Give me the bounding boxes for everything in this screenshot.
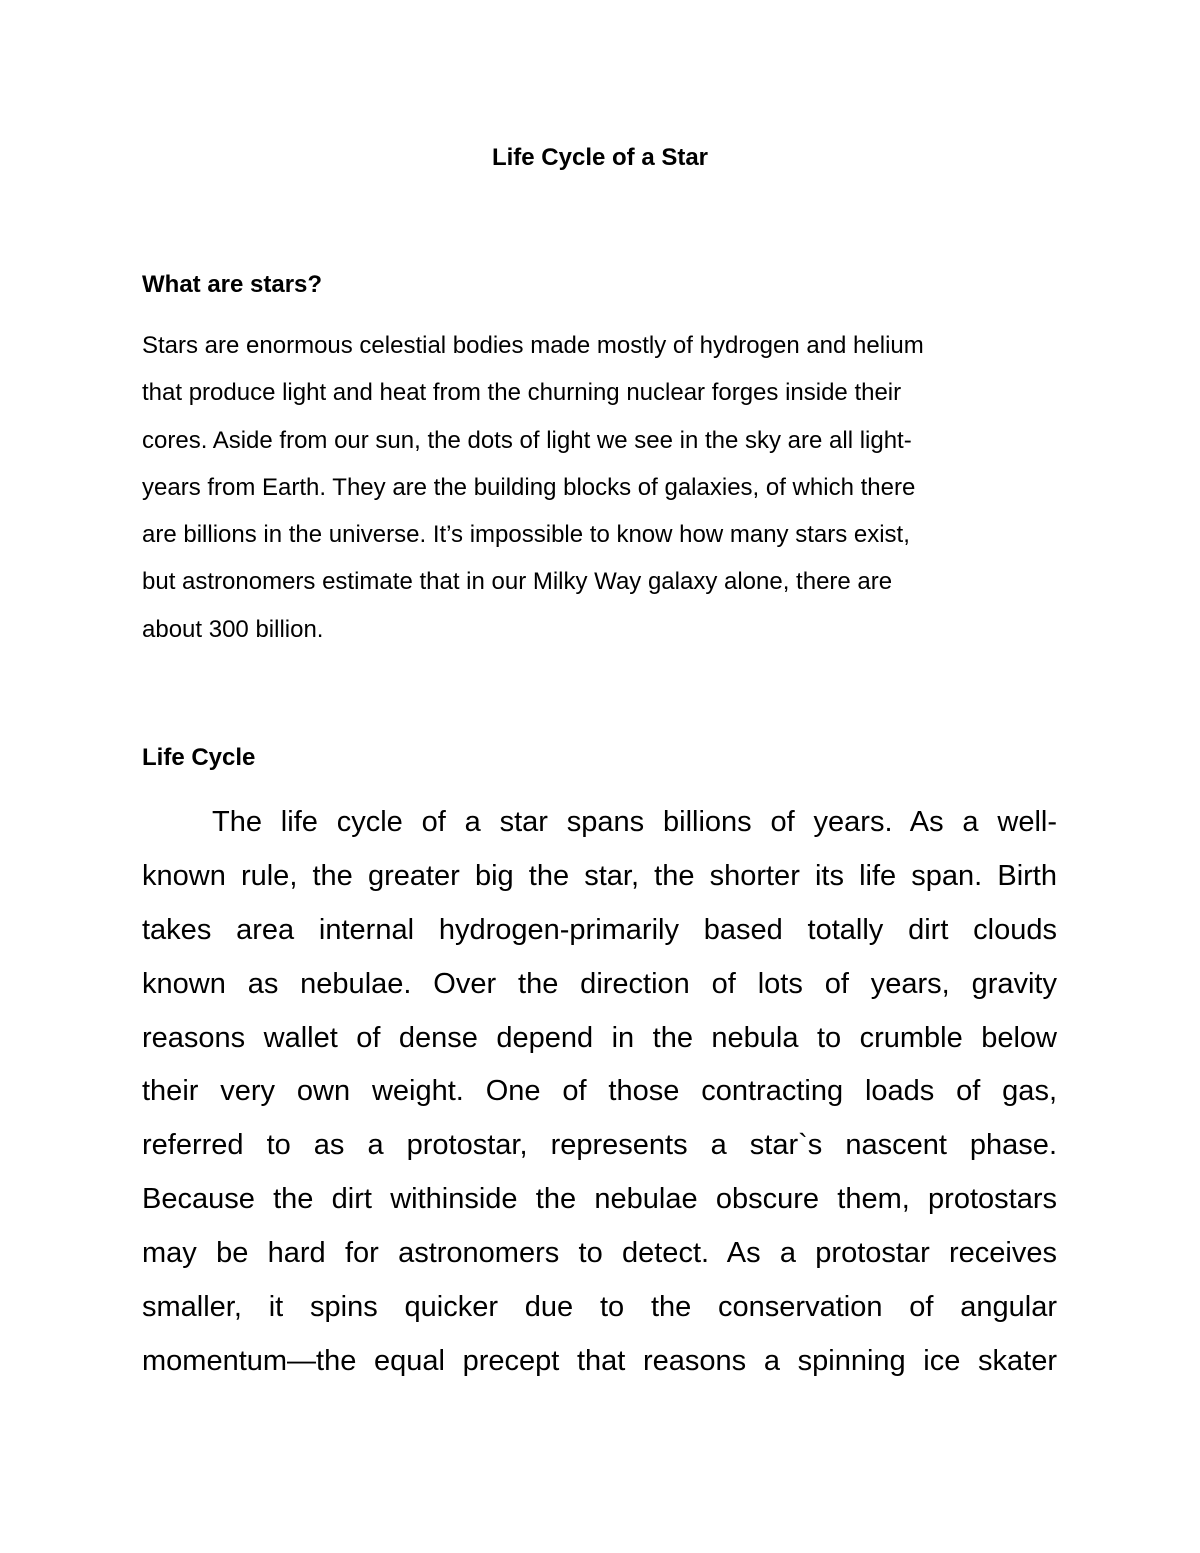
paragraph-line: known rule, the greater big the star, the shorter its life span. Birth xyxy=(142,859,1057,892)
section-heading-life-cycle: Life Cycle xyxy=(142,744,256,771)
paragraph-line: reasons wallet of dense depend in the nebula to crumble below xyxy=(142,1021,1057,1054)
paragraph-line: are billions in the universe. It’s impossible to know how many stars exist, xyxy=(142,521,910,549)
paragraph-line: but astronomers estimate that in our Milky Way galaxy alone, there are xyxy=(142,568,893,596)
paragraph-line: smaller, it spins quicker due to the conservation of angular xyxy=(142,1291,1057,1324)
paragraph-line: that produce light and heat from the churning nuclear forges inside their xyxy=(142,379,902,407)
paragraph-line: may be hard for astronomers to detect. As a protostar receives xyxy=(142,1237,1057,1270)
paragraph-line: The life cycle of a star spans billions of years. As a well- xyxy=(212,806,1057,838)
paragraph-line: momentum—the equal precept that reasons a spinning ice skater xyxy=(142,1344,1057,1377)
document-title: Life Cycle of a Star xyxy=(491,144,709,171)
paragraph-line: takes area internal hydrogen-primarily based totally dirt clouds xyxy=(142,913,1057,946)
section-body-what-are-stars xyxy=(142,330,1052,661)
paragraph-line: referred to as a protostar, represents a star`s nascent phase. xyxy=(142,1129,1057,1162)
paragraph-line: known as nebulae. Over the direction of lots of years, gravity xyxy=(142,967,1057,1000)
paragraph-line: years from Earth. They are the building blocks of galaxies, of which there xyxy=(142,473,916,501)
paragraph-line: about 300 billion. xyxy=(142,615,324,643)
section-heading-what-are-stars: What are stars? xyxy=(142,271,323,298)
paragraph-line: Because the dirt withinside the nebulae obscure them, protostars xyxy=(142,1183,1057,1216)
paragraph-line: cores. Aside from our sun, the dots of light we see in the sky are all light- xyxy=(142,426,912,454)
paragraph-line: their very own weight. One of those contracting loads of gas, xyxy=(142,1075,1057,1108)
paragraph-line: Stars are enormous celestial bodies made mostly of hydrogen and helium xyxy=(142,332,924,359)
section-body-life-cycle xyxy=(142,802,1057,1395)
